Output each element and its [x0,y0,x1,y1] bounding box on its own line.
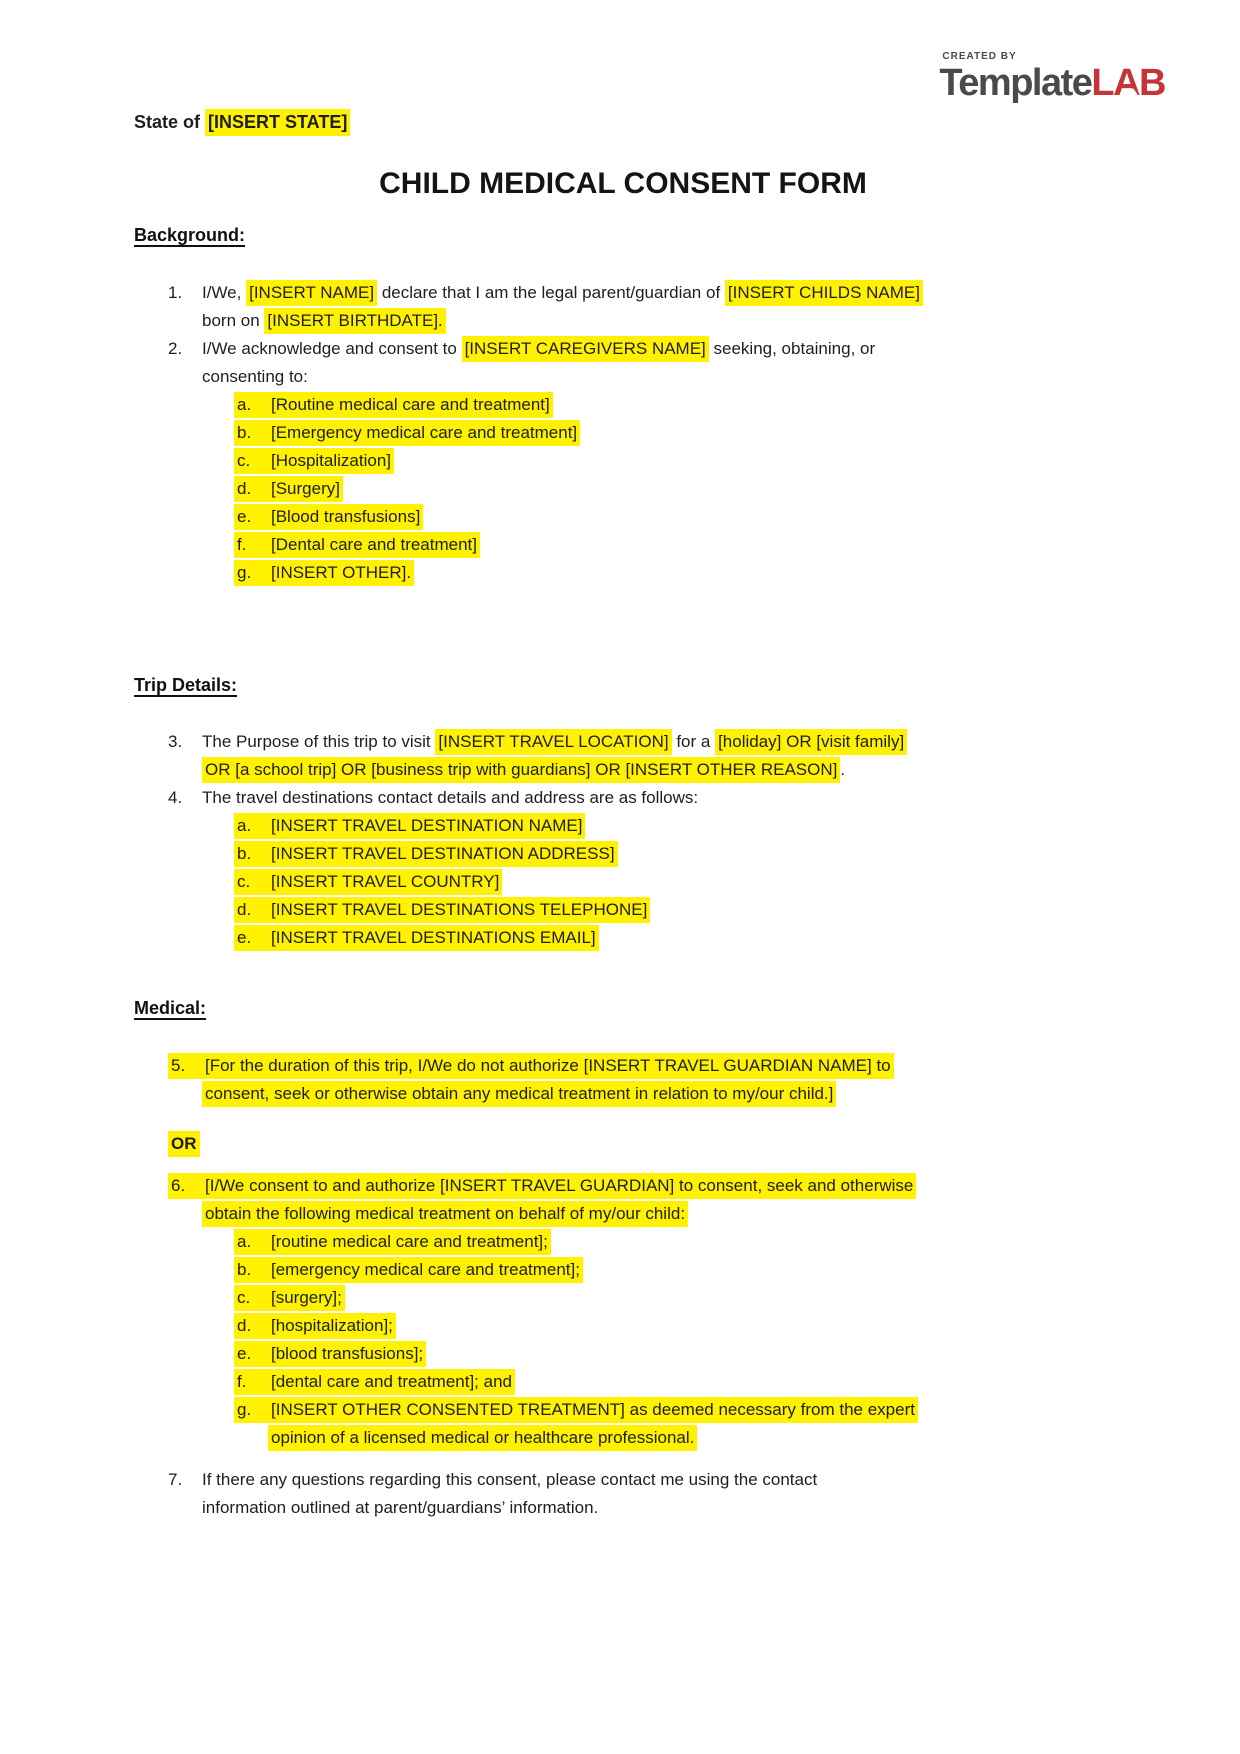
sub-letter: e. [237,506,252,526]
sub-item [134,868,1112,896]
sub-item [134,503,1112,531]
highlighted-subitem: a. [routine medical care and treatment]; [234,1229,551,1255]
plain-text: The travel destinations contact details and address are as follows: [202,788,699,808]
sub-item [134,1396,1112,1452]
highlighted-subitem: g. [INSERT OTHER CONSENTED TREATMENT] as deemed necessary from the expert opinion of a licensed medical or healthcare professional. [234,1397,918,1451]
highlighted-text: obtain the following medical treatment on behalf of my/our child: [205,1203,686,1223]
logo-wordmark [939,64,1165,102]
or-label: OR [168,1131,200,1157]
state-placeholder: [INSERT STATE] [205,109,350,136]
sub-letter: c. [237,872,251,892]
section-list [134,1052,1112,1522]
highlighted-text: [INSERT NAME] [246,280,377,306]
item-number: 1. [168,282,183,302]
highlighted-item [168,1173,916,1227]
highlighted-subitem: c. [surgery]; [234,1285,345,1311]
highlighted-text: [For the duration of this trip, I/We do not authorize [INSERT TRAVEL GUARDIAN NAME] to [205,1055,891,1075]
plain-text: . [840,760,846,780]
sub-letter: e. [237,1343,252,1363]
sub-letter: f. [237,534,247,554]
sub-item [134,1312,1112,1340]
sub-letter: c. [237,450,251,470]
plain-text: declare that I am the legal parent/guardian of [377,282,725,302]
list-item [134,728,1112,784]
sub-letter: f. [237,1371,247,1391]
highlighted-subitem: a. [Routine medical care and treatment] [234,392,553,418]
state-prefix: State of [134,112,206,132]
page-title: CHILD MEDICAL CONSENT FORM [379,167,867,200]
plain-text: seeking, obtaining, or [708,338,876,358]
highlighted-text: consent, seek or otherwise obtain any medical treatment in relation to my/our child.] [205,1083,834,1103]
sub-letter: d. [237,900,252,920]
plain-text: consenting to: [202,366,308,386]
highlighted-subitem: b. [Emergency medical care and treatment] [234,420,580,446]
highlighted-subitem: c. [Hospitalization] [234,448,394,474]
section-heading: Trip Details: [134,674,238,695]
section-list [134,279,1112,587]
sub-letter: g. [237,1399,252,1419]
sub-letter: a. [237,816,252,836]
highlighted-text: [INSERT CHILDS NAME] [725,280,923,306]
highlighted-subitem: g. [INSERT OTHER]. [234,560,414,586]
list-item [134,279,1112,335]
list-item [134,1466,1112,1522]
logo-lab-text [1091,62,1165,104]
section-background [134,225,1112,587]
highlighted-item [168,1053,894,1107]
item-number: 7. [168,1469,183,1489]
highlighted-text: [INSERT BIRTHDATE]. [264,308,445,334]
sub-item [134,1256,1112,1284]
item-number: 5. [171,1055,186,1075]
sub-item [134,840,1112,868]
section-medical [134,998,1112,1522]
highlighted-subitem: e. [blood transfusions]; [234,1341,426,1367]
section-list [134,728,1112,952]
section-heading: Background: [134,225,246,245]
highlighted-text: OR [a school trip] OR [business trip with guardians] OR [INSERT OTHER REASON] [202,757,840,783]
sub-letter: b. [237,422,252,442]
templatelab-logo [939,52,1165,102]
item-number: 4. [168,788,183,808]
or-separator [134,1130,1112,1158]
section-trip [134,675,1112,953]
sub-item [134,475,1112,503]
sub-letter: d. [237,478,252,498]
plain-text: If there any questions regarding this consent, please contact me using the contact [202,1469,818,1489]
plain-text: I/We, [202,282,247,302]
highlighted-text: [holiday] OR [visit family] [715,729,907,755]
sub-item [134,531,1112,559]
plain-text: The Purpose of this trip to visit [202,732,436,752]
highlighted-subitem: d. [INSERT TRAVEL DESTINATIONS TELEPHONE] [234,897,650,923]
sub-letter: b. [237,1259,252,1279]
sub-item [134,1284,1112,1312]
sub-letter: a. [237,1231,252,1251]
highlighted-text: [I/We consent to and authorize [INSERT TRAVEL GUARDIAN] to consent, seek and otherwise [205,1175,914,1195]
highlighted-subitem: e. [INSERT TRAVEL DESTINATIONS EMAIL] [234,925,599,951]
sub-item [134,1340,1112,1368]
list-item [134,335,1112,391]
highlighted-subitem: f. [Dental care and treatment] [234,532,480,558]
highlighted-subitem: d. [hospitalization]; [234,1313,396,1339]
sub-letter: g. [237,562,252,582]
sub-item [134,559,1112,587]
item-number: 6. [171,1175,186,1195]
highlighted-subitem: e. [Blood transfusions] [234,504,423,530]
highlighted-subitem: f. [dental care and treatment]; and [234,1369,515,1395]
highlighted-subitem: b. [emergency medical care and treatment]; [234,1257,583,1283]
sub-letter: a. [237,394,252,414]
sub-item [134,447,1112,475]
section-heading: Medical: [134,998,207,1019]
plain-text: for a [671,732,716,752]
sub-item [134,1228,1112,1256]
highlighted-subitem: d. [Surgery] [234,476,343,502]
sub-letter: d. [237,1315,252,1335]
logo-lab-letters: LAB [1091,62,1165,104]
sub-letter: e. [237,928,252,948]
sub-item [134,419,1112,447]
sub-item [134,812,1112,840]
document-sections [134,225,1112,1522]
item-number: 3. [168,732,183,752]
list-item [134,1052,1112,1108]
sub-item [134,896,1112,924]
logo-template-text: Template [939,62,1092,104]
lab-flask-icon [1126,88,1140,98]
plain-text: born on [202,310,265,330]
sub-item [134,924,1112,952]
sub-letter: c. [237,1287,251,1307]
highlighted-subitem: b. [INSERT TRAVEL DESTINATION ADDRESS] [234,841,618,867]
logo-created-by: CREATED BY [942,51,1017,62]
highlighted-text: [INSERT TRAVEL LOCATION] [435,729,671,755]
plain-text: I/We acknowledge and consent to [202,338,462,358]
sub-item [134,1368,1112,1396]
state-line [134,112,1112,133]
plain-text: information outlined at parent/guardians’ information. [202,1497,599,1517]
sub-item [134,391,1112,419]
list-item [134,1172,1112,1228]
list-item [134,784,1112,812]
sub-letter: b. [237,844,252,864]
highlighted-text: [INSERT CAREGIVERS NAME] [462,336,709,362]
highlighted-subitem: c. [INSERT TRAVEL COUNTRY] [234,869,502,895]
item-number: 2. [168,338,183,358]
highlighted-subitem: a. [INSERT TRAVEL DESTINATION NAME] [234,813,585,839]
